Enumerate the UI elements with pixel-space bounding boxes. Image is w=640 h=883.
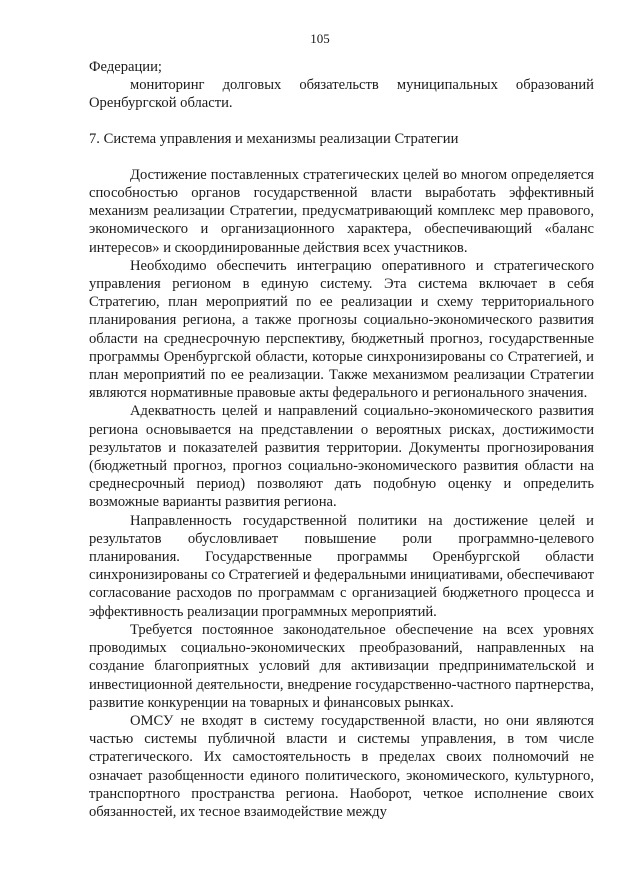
paragraph: Требуется постоянное законодательное обеспечение на всех уровнях проводимых социально-экономических преобразований, направленных на создание благоприятных условий для активизации предпринимательской и инвестиционной деятельности, внедрение государственно-частного партнерства, развитие конкуренции на товарных и финансовых рынках. bbox=[89, 621, 594, 711]
paragraph: ОМСУ не входят в систему государственной власти, но они являются частью системы публичной власти и системы управления, в том числе стратегического. Их самостоятельность в пределах своих полномочий не означает разобщенности единого политического, экономического, культурного, транспортного пространства региона. Наоборот, четкое исполнение своих обязанностей, их тесное взаимодействие между bbox=[89, 712, 594, 820]
paragraph: Адекватность целей и направлений социально-экономического развития региона основывается на представлении о вероятных рисках, достижимости результатов и показателей развития территории. Документы прогнозирования (бюджетный прогноз, прогноз социально-экономического развития области на среднесрочный период) позволяют дать подобную оценку и определить возможные варианты развития региона. bbox=[89, 403, 594, 511]
section-heading: 7. Система управления и механизмы реализации Стратегии bbox=[89, 130, 459, 147]
continuation-line: Федерации; bbox=[89, 59, 162, 75]
paragraph: Направленность государственной политики на достижение целей и результатов обусловливает повышение роли программно-целевого планирования. Государственные программы Оренбургской области синхронизированы со Стратегией и федеральными инициативами, обеспечивают согласование расходов по программам с организацией бюджетного процесса и эффективность реализации программных мероприятий. bbox=[89, 512, 595, 620]
list-item-monitoring: мониторинг долговых обязательств муниципальных образований Оренбургской области. bbox=[89, 77, 594, 112]
page-number: 105 bbox=[310, 31, 330, 46]
paragraph: Необходимо обеспечить интеграцию оперативного и стратегического управления регионом в единую систему. Эта система включает в себя Стратегию, план мероприятий по ее реализации и схему территориального планирования региона, а также прогнозы социально-экономического развития области на среднесрочную перспективу, бюджетный прогноз, государственные программы Оренбургской области, которые синхронизированы со Стратегией, и план мероприятий по ее реализации. Также механизмом реализации Стратегии являются нормативные правовые акты федерального и регионального значения. bbox=[89, 257, 594, 402]
paragraph: Достижение поставленных стратегических целей во многом определяется способностью органов государственной власти выработать эффективный механизм реализации Стратегии, предусматривающий комплекс мер правового, экономического и организационного характера, обеспечивающий «баланс интересов» и скоординированные действия всех участников. bbox=[89, 166, 594, 256]
document-body bbox=[89, 58, 594, 821]
